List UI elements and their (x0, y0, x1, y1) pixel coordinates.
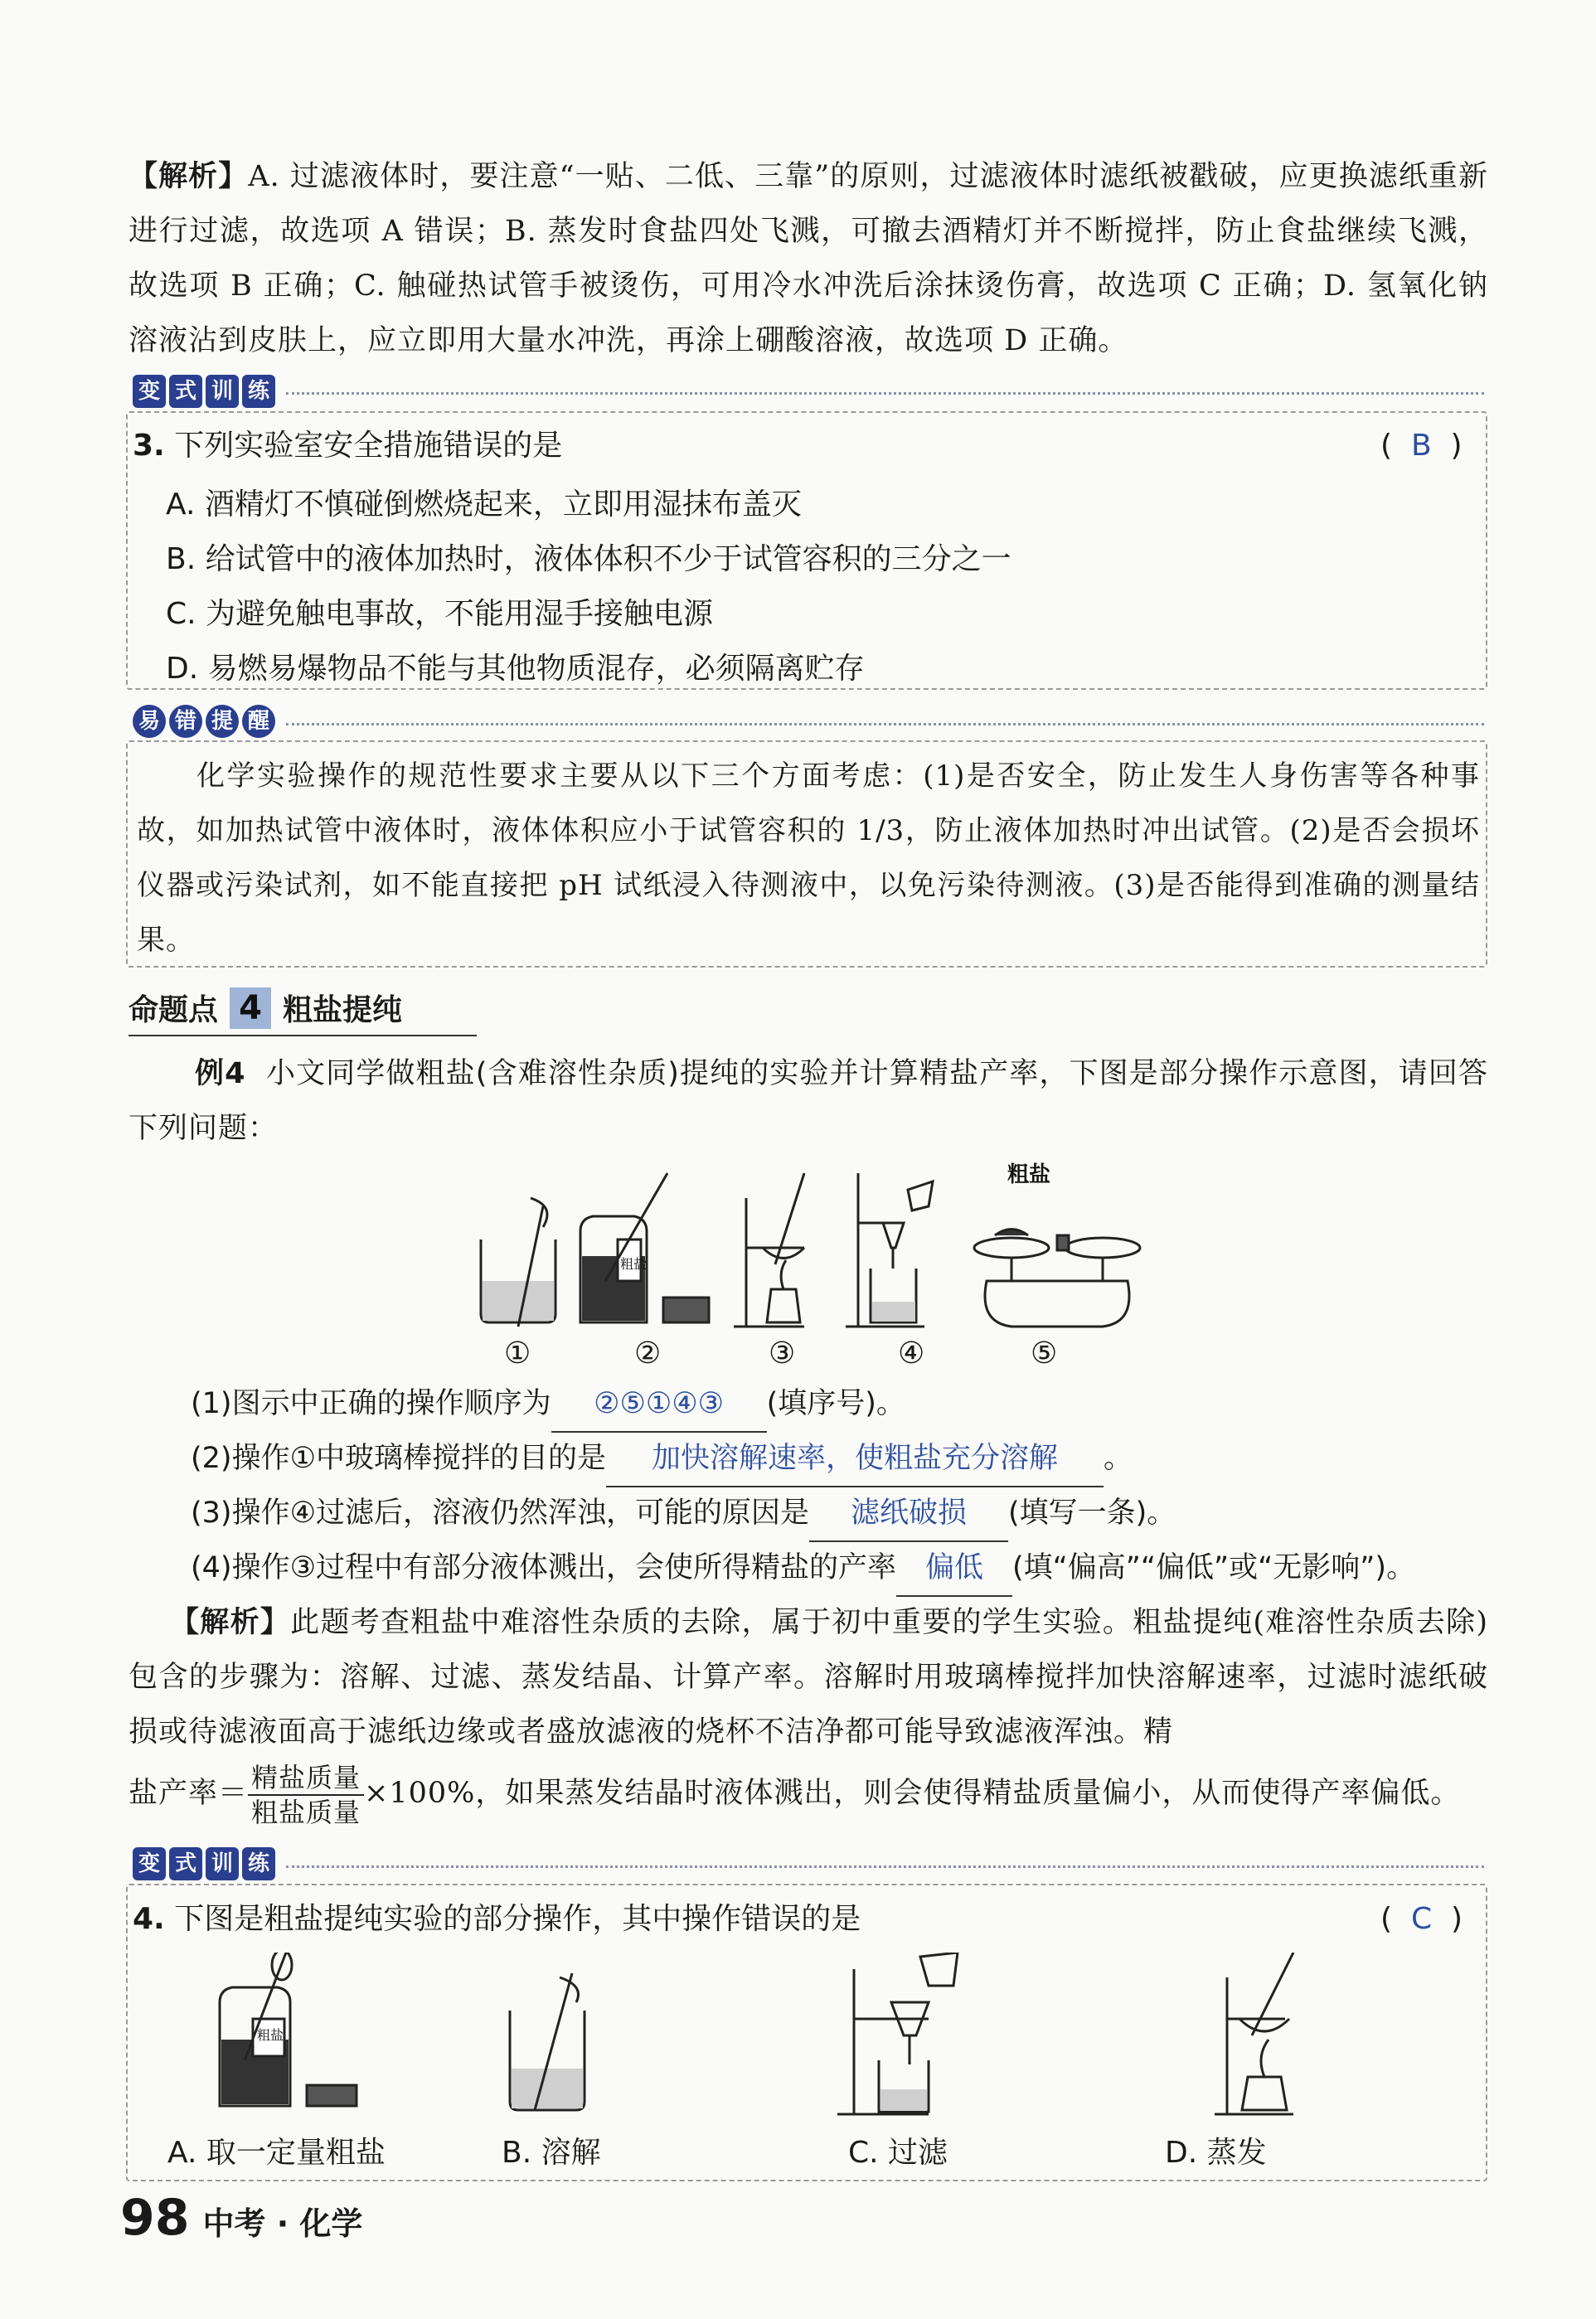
evaporation-setup (734, 1173, 804, 1327)
reagent-jar (580, 1173, 709, 1322)
sub-question-suffix: (填写一条)。 (1007, 1497, 1176, 1530)
answer-blank: 加快溶解速率，使粗盐充分溶解 (606, 1431, 1104, 1487)
filtration-setup (837, 1953, 958, 2114)
practice-tag (133, 1847, 275, 1880)
analysis-paragraph-2 (129, 1595, 1488, 1759)
tag-char: 训 (206, 1847, 239, 1880)
sub-question-text: (2)操作①中玻璃棒搅拌的目的是 (191, 1442, 606, 1475)
answer-bracket (1380, 419, 1463, 473)
sub-question-text: (1)图示中正确的操作顺序为 (191, 1387, 551, 1420)
divider (286, 723, 1484, 725)
example-text: 小文同学做粗盐(含难溶性杂质)提纯的实验并计算精盐产率，下图是部分操作示意图，请回答下列问题： (129, 1057, 1488, 1145)
warning-text: 化学实验操作的规范性要求主要从以下三个方面考虑：(1)是否安全，防止发生人身伤害等各种事故，如加热试管中液体时，液体体积应小于试管容积的 1/3，防止液体加热时冲出试管。(2)是否会损坏仪器或污染试剂，如不能直接把 pH 试纸浸入待测液中，以免污染待测液。(3)是否能得到准确的测量结果。 (137, 759, 1480, 957)
step-label-3: ③ (769, 1337, 796, 1371)
answer-blank: 偏低 (896, 1540, 1012, 1597)
step-label-2: ② (634, 1337, 662, 1371)
sub-question-text: (3)操作④过滤后，溶液仍然浑浊，可能的原因是 (191, 1497, 809, 1530)
example-4 (129, 1046, 1488, 1156)
section-prefix: 命题点 (129, 993, 219, 1027)
section-title: 粗盐提纯 (283, 993, 403, 1027)
evaporation-setup (1215, 1953, 1293, 2114)
yield-fraction (248, 1761, 364, 1829)
question-3-stem (133, 419, 562, 473)
question-number: 4. (133, 1902, 165, 1936)
answer-letter: C (1410, 1902, 1433, 1936)
caption-d: D. 蒸发 (1165, 2136, 1267, 2170)
formula-suffix: ×100%，如果蒸发结晶时液体溅出，则会使得精盐质量偏小，从而使得产率偏低。 (364, 1777, 1461, 1810)
sub-question-4 (191, 1540, 1415, 1597)
sub-question-suffix: 。 (1103, 1442, 1133, 1475)
filtration-setup (846, 1173, 933, 1327)
tag-char: 式 (169, 375, 202, 408)
tag-char: 变 (133, 375, 166, 408)
option-d: D. 易燃易爆物品不能与其他物质混存，必须隔离贮存 (166, 652, 865, 686)
bracket-open: ( (1380, 429, 1393, 463)
tag-char: 易 (133, 705, 166, 738)
bracket-open: ( (1380, 1902, 1393, 1936)
divider (286, 1865, 1484, 1868)
sub-question-suffix: (填序号)。 (766, 1387, 905, 1420)
tag-char: 式 (169, 1847, 202, 1880)
yield-formula-line (129, 1756, 1488, 1831)
option-c: C. 为避免触电事故，不能用湿手接触电源 (166, 597, 714, 631)
analysis-text: 此题考查粗盐中难溶性杂质的去除，属于初中重要的学生实验。粗盐提纯(难溶性杂质去除)包含的步骤为：溶解、过滤、蒸发结晶、计算产率。溶解时用玻璃棒搅拌加快溶解速率，过滤时滤纸破损或待滤液面高于滤纸边缘或者盛放滤液的烧杯不洁净都可能导致滤液浑浊。精 (129, 1606, 1488, 1749)
bracket-close: ) (1450, 429, 1463, 463)
figure-crude-salt-operations (464, 1157, 1144, 1356)
page-footer (120, 2189, 362, 2247)
answer-letter: B (1410, 429, 1432, 463)
tag-char: 错 (169, 705, 202, 738)
step-label-1: ① (504, 1337, 531, 1371)
section-underline (129, 1035, 477, 1036)
tag-char: 醒 (242, 705, 275, 738)
beaker-stirring (481, 1198, 555, 1327)
sub-question-text: (4)操作③过程中有部分液体溅出，会使所得精盐的产率 (191, 1551, 896, 1584)
answer-blank: ②⑤①④③ (551, 1376, 767, 1433)
question-number: 3. (133, 429, 165, 463)
analysis-text: A. 过滤液体时，要注意“一贴、二低、三靠”的原则，过滤液体时滤纸被戳破，应更换滤纸重新进行过滤，故选项 A 错误；B. 蒸发时食盐四处飞溅，可撤去酒精灯并不断搅拌，防止食盐继续飞溅，故选项 B 正确；C. 触碰热试管手被烫伤，可用冷水冲洗后涂抹烫伤膏，故选项 C 正确；D. 氢氧化钠溶液沾到皮肤上，应立即用大量水冲洗，再涂上硼酸溶液，故选项 D 正确。 (129, 160, 1488, 357)
answer-blank: 滤纸破损 (809, 1486, 1008, 1542)
figure-q4-operations (199, 1953, 1335, 2118)
caption-c: C. 过滤 (848, 2136, 948, 2170)
caption-b: B. 溶解 (502, 2136, 601, 2170)
section-header (129, 987, 402, 1029)
practice-tag (133, 375, 275, 408)
page-number: 98 (120, 2189, 190, 2247)
analysis-label: 【解析】 (129, 159, 249, 193)
step-label-5: ⑤ (1031, 1337, 1058, 1371)
tag-char: 变 (133, 1847, 166, 1880)
sub-question-2 (191, 1431, 1133, 1487)
sub-question-3 (191, 1486, 1176, 1542)
sub-question-1 (191, 1376, 905, 1433)
question-text: 下列实验室安全措施错误的是 (174, 429, 563, 463)
fraction-denominator: 粗盐质量 (251, 1796, 361, 1828)
bracket-close: ) (1450, 1902, 1463, 1936)
option-b: B. 给试管中的液体加热时，液体体积不少于试管容积的三分之一 (166, 542, 1011, 576)
caption-a: A. 取一定量粗盐 (167, 2136, 386, 2170)
analysis-label: 【解析】 (170, 1605, 291, 1639)
question-text: 下图是粗盐提纯实验的部分操作，其中操作错误的是 (174, 1902, 861, 1936)
step-label-4: ④ (898, 1337, 925, 1371)
formula-prefix: 盐产率＝ (129, 1777, 249, 1810)
tag-char: 提 (206, 705, 239, 738)
footer-subject: 中考 · 化学 (202, 2205, 363, 2242)
fraction-numerator: 精盐质量 (248, 1761, 364, 1796)
example-label: 例4 (195, 1057, 246, 1090)
sub-question-suffix: (填“偏高”“偏低”或“无影响”)。 (1011, 1551, 1416, 1584)
question-4-stem (133, 1892, 861, 1947)
analysis-paragraph-1 (129, 149, 1488, 368)
answer-bracket (1380, 1892, 1463, 1947)
tag-char: 练 (242, 1847, 275, 1880)
option-a: A. 酒精灯不慎碰倒燃烧起来，立即用湿抹布盖灭 (166, 488, 802, 522)
warning-tag (133, 705, 275, 738)
jar-label: 粗盐 (620, 1256, 648, 1272)
jar-label: 粗盐 (257, 2027, 284, 2043)
divider (286, 392, 1484, 395)
section-number: 4 (230, 987, 271, 1029)
tag-char: 练 (242, 375, 275, 408)
tag-char: 训 (206, 375, 239, 408)
jar-taking-salt (220, 1953, 357, 2106)
balance (974, 1230, 1140, 1327)
salt-label: 粗盐 (1007, 1162, 1051, 1187)
beaker-dissolving (510, 1973, 585, 2110)
